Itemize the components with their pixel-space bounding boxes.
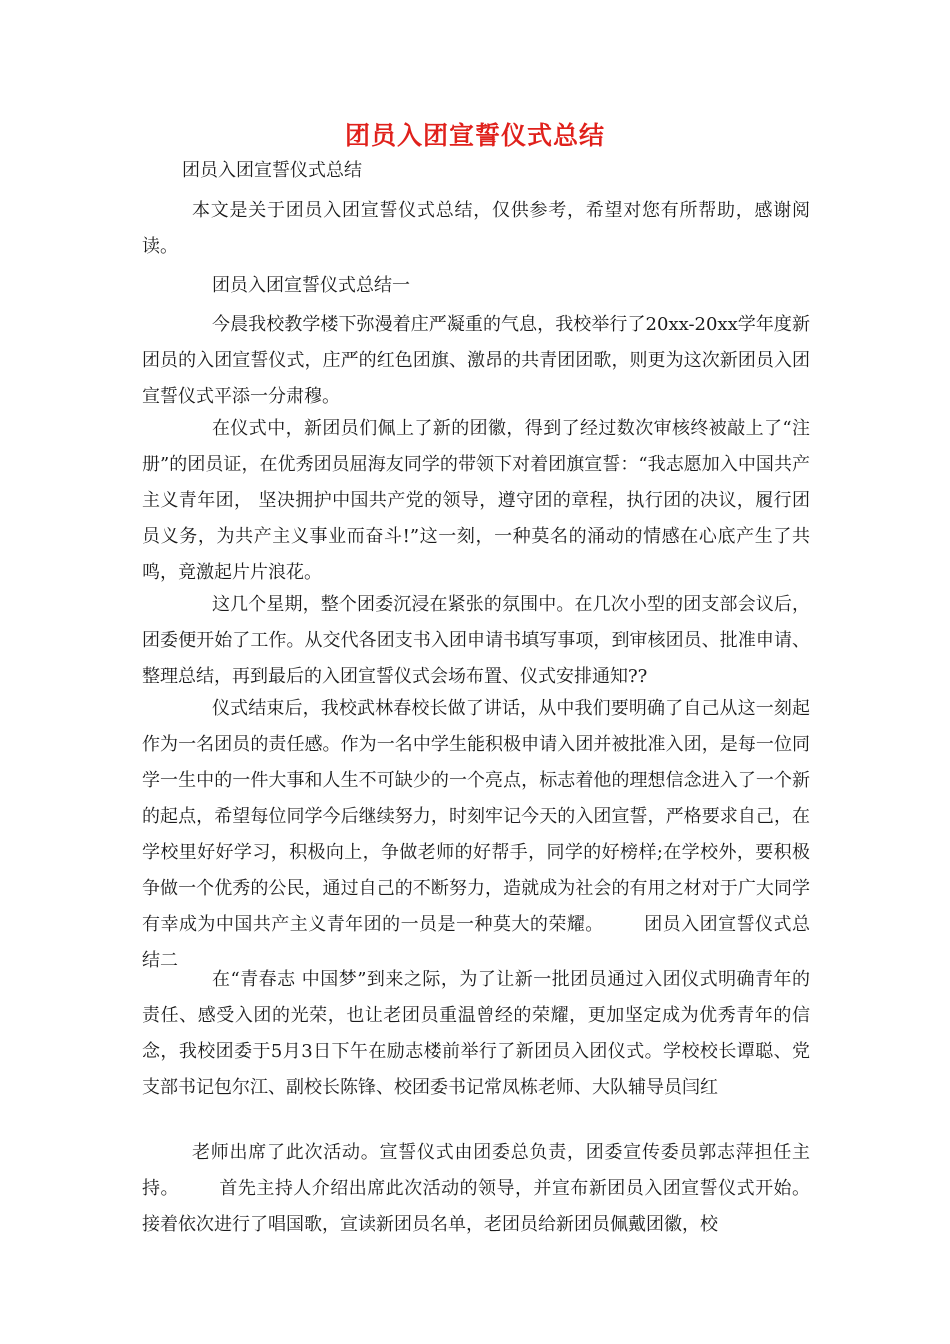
body-paragraph-text: 老师出席了此次活动。宣誓仪式由团委总负责，团委宣传委员郭志萍担任主持。 [142,1142,810,1199]
document-subtitle: 团员入团宣誓仪式总结 [182,160,362,181]
body-paragraph-with-heading [142,691,810,979]
section-heading-2: 团员入团宣誓仪式总结二 [142,914,811,971]
body-paragraph-text: 仪式结束后，我校武林春校长做了讲话，从中我们要明确了自己从这一刻起作为一名团员的责任感。作为一名中学生能积极申请入团并被批准入团，是每一位同学一生中的一件大事和人生不可缺少的一个亮点，标志着他的理想信念进入了一个新的起点，希望每位同学今后继续努力，时刻牢记今天的入团宣誓，严格要求自己，在学校里好好学习，积极向上，争做老师的好帮手，同学的好榜样;在学校外，要积极争做一个优秀的公民，通过自己的不断努力，造就成为社会的有用之材对于广大同学有幸成为中国共产主义青年团的一员是一种莫大的荣耀。 [142,698,810,935]
document-title: 团员入团宣誓仪式总结 [344,121,605,150]
body-paragraph: 这几个星期，整个团委沉浸在紧张的氛围中。在几次小型的团支部会议后，团委便开始了工作。从交代各团支书入团申请书填写事项，到审核团员、批准申请、整理总结，再到最后的入团宣誓仪式会场布置、仪式安排通知?? [142,594,810,687]
body-paragraph-combined [142,1135,810,1243]
body-paragraph-text: 首先主持人介绍出席此次活动的领导，并宣布新团员入团宣誓仪式开始。接着依次进行了唱国歌，宣读新团员名单，老团员给新团员佩戴团徽，校 [142,1178,811,1235]
body-paragraph: 今晨我校教学楼下弥漫着庄严凝重的气息，我校举行了20xx-20xx学年度新团员的入团宣誓仪式，庄严的红色团旗、激昂的共青团团歌，则更为这次新团员入团宣誓仪式平添一分肃穆。 [142,314,810,407]
section-heading-1: 团员入团宣誓仪式总结一 [212,275,410,296]
body-paragraph: 在仪式中，新团员们佩上了新的团徽，得到了经过数次审核终被敲上了“注册”的团员证，在优秀团员屈海友同学的带领下对着团旗宣誓：“我志愿加入中国共产主义青年团， 坚决拥护中国共产党的领导，遵守团的章程，执行团的决议，履行团员义务，为共产主义事业而奋斗!”这一刻，一种莫名的涌动的情感在心底产生了共鸣，竟激起片片浪花。 [142,418,810,583]
intro-paragraph: 本文是关于团员入团宣誓仪式总结，仅供参考，希望对您有所帮助，感谢阅读。 [142,200,810,257]
body-paragraph: 在“青春志 中国梦”到来之际，为了让新一批团员通过入团仪式明确青年的责任、感受入团的光荣，也让老团员重温曾经的荣耀，更加坚定成为优秀青年的信念，我校团委于5月3日下午在励志楼前举行了新团员入团仪式。学校校长谭聪、党支部书记包尔江、副校长陈锋、校团委书记常凤栋老师、大队辅导员闫红 [142,969,810,1098]
